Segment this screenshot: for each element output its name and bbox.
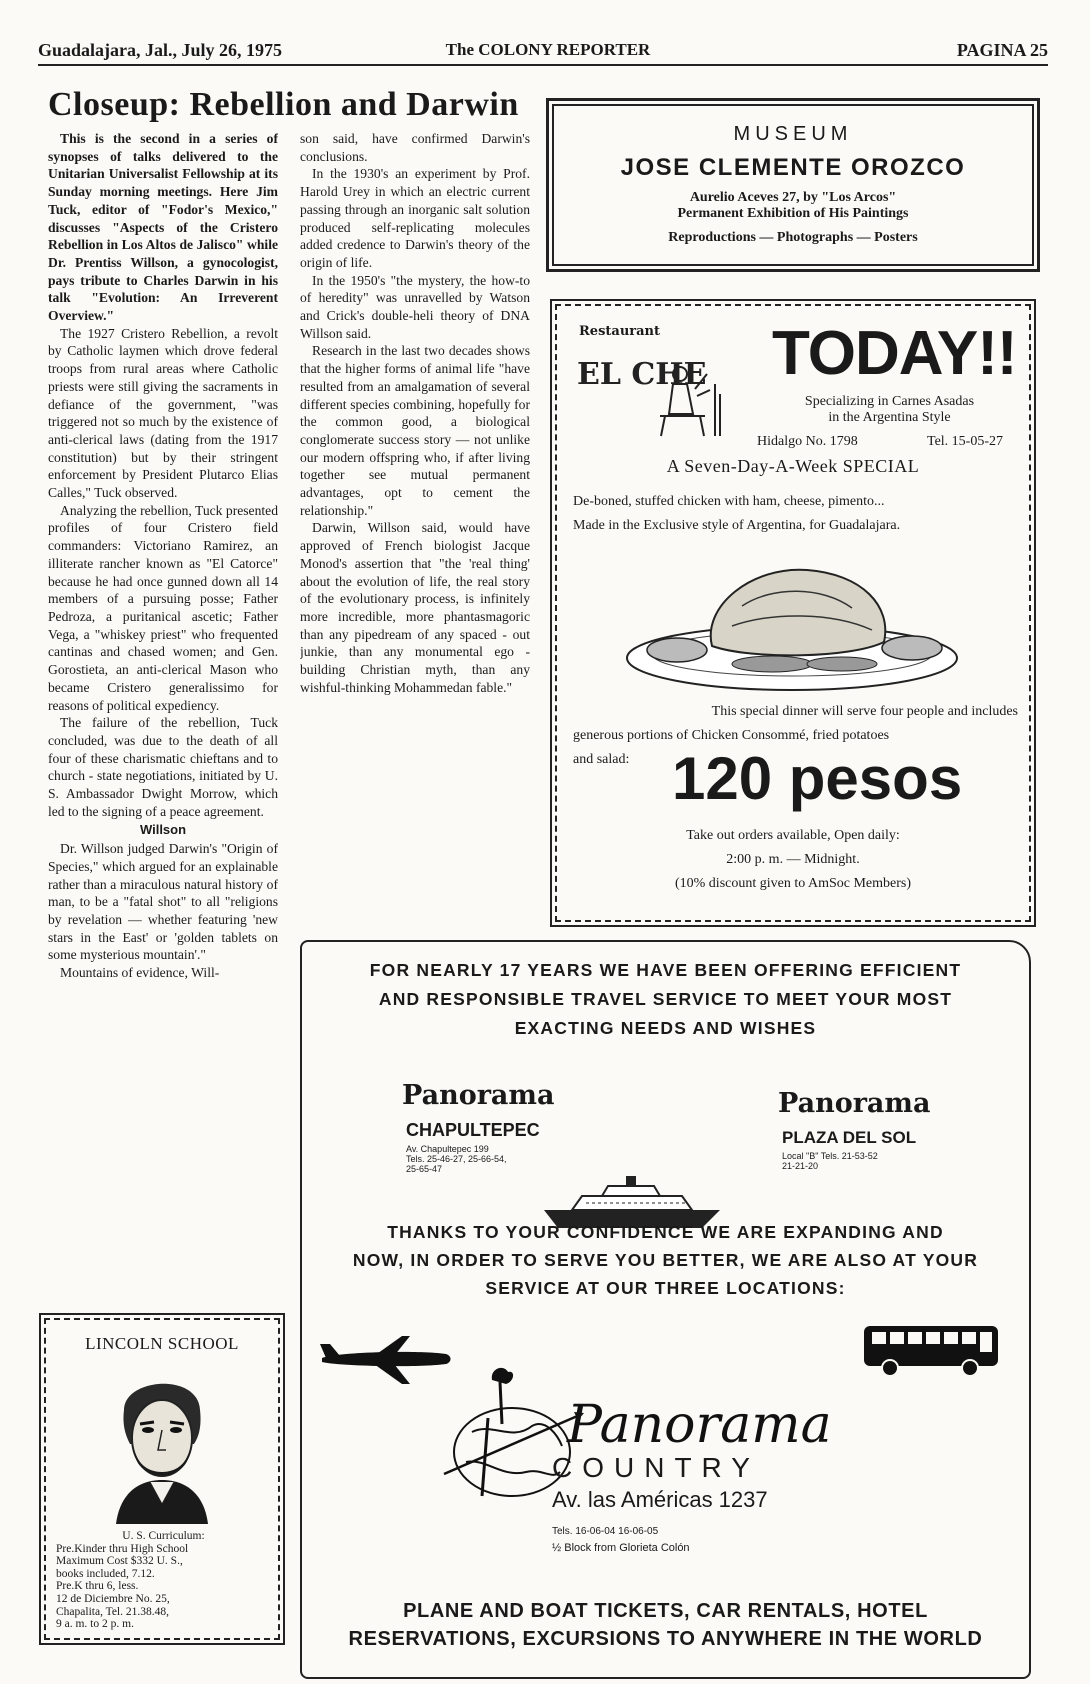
- restaurant-specialty: Specializing in Carnes Asadas: [804, 394, 975, 409]
- el-che-logo: [575, 344, 745, 449]
- article-paragraph: The failure of the rebellion, Tuck concluded, was due to the death of all four of these charismatic chieftans and to church - state negotiations, initiated by U. S. Ambassador Dwight Morrow, which led to the signing of a peace agreement.: [48, 715, 278, 819]
- article-paragraph: son said, have confirmed Darwin's conclusions.: [300, 131, 530, 164]
- museum-title: MUSEUM: [733, 123, 853, 145]
- chicken-dish-illustration: [622, 546, 962, 701]
- curriculum-line: U. S. Curriculum:: [122, 1530, 205, 1542]
- bus-icon: [862, 1322, 1002, 1383]
- masthead-page-number: PAGINA 25: [956, 40, 1048, 60]
- article-paragraph: The 1927 Cristero Rebellion, a revolt by Catholic laymen which drove federal troops from rural areas where Catholic priests were still giving the sacraments in defiance of the government, "was triggered not so much by the existence of anti-clerical laws (dating from the 1917 constitution) but by their stringent enforcement by President Plutarco Elias Calles," Tuck observed.: [48, 325, 278, 501]
- country-label: COUNTRY: [552, 1452, 760, 1483]
- article-subhead: Willson: [139, 822, 187, 838]
- opening-hours: 2:00 p. m. — Midnight.: [726, 852, 860, 867]
- article-paragraph: Mountains of evidence, Will-: [60, 965, 220, 981]
- travel-intro-line-1: FOR NEARLY 17 YEARS WE HAVE BEEN OFFERING EFFICIENT: [369, 960, 962, 980]
- country-phones: Tels. 16-06-04 16-06-05: [552, 1526, 659, 1537]
- airplane-icon: [318, 1334, 453, 1391]
- dinner-salad: and salad:: [573, 752, 630, 767]
- panorama-script-logo: Panorama: [567, 1395, 832, 1455]
- dish-style: Made in the Exclusive style of Argentina, for Guadalajara.: [573, 518, 901, 533]
- lincoln-school-title: LINCOLN SCHOOL: [85, 1334, 239, 1353]
- museum-name: JOSE CLEMENTE OROZCO: [620, 154, 966, 181]
- services-line-1: PLANE AND BOAT TICKETS, CAR RENTALS, HOTEL: [403, 1600, 928, 1622]
- article-headline: Closeup: Rebellion and Darwin: [48, 86, 519, 123]
- restaurant-special: A Seven-Day-A-Week SPECIAL: [666, 456, 920, 476]
- article-paragraph: Analyzing the rebellion, Tuck presented profiles of four Cristero field commanders: Victoriano Ramirez, an illiterate rancher known as "El Catorce" because he had once gunned down all 14 members of a pursuing posse; Father Pedroza, a puritanical ascetic; Father Vega, a "whiskey priest" who frequented cantinas and chased women; and Gen. Gorostieta, an anti-clerical Mason who became Cristero generalissimo for reasons of political expediency.: [48, 502, 278, 713]
- takeout-notice: Take out orders available, Open daily:: [686, 828, 900, 843]
- dinner-portions: generous portions of Chicken Consommé, fried potatoes: [573, 728, 890, 743]
- services-line-2: RESERVATIONS, EXCURSIONS TO ANYWHERE IN THE WORLD: [348, 1628, 983, 1650]
- museum-ad: [546, 98, 1040, 272]
- chapultepec-phone-extra: 25-65-47: [406, 1164, 443, 1174]
- el-che-logo-text: EL CHE: [577, 357, 707, 392]
- plaza-del-sol-address: [782, 1151, 878, 1171]
- restaurant-phone: Tel. 15-05-27: [927, 434, 1004, 449]
- member-discount: (10% discount given to AmSoc Members): [674, 876, 912, 891]
- dinner-price: 120 pesos: [672, 745, 963, 812]
- restaurant-specialty-style: in the Argentina Style: [828, 410, 951, 425]
- dinner-description: This special dinner will serve four people and includes: [711, 704, 1018, 719]
- plaza-del-sol-local: Local "B" Tels. 21-53-52: [782, 1151, 878, 1161]
- country-address: Av. las Américas 1237: [552, 1487, 768, 1512]
- article-intro: This is the second in a series of synopses of talks delivered to the Unitarian Universalist Fellowship at its Sunday morning meetings. Here Jim Tuck, editor of "Fodor's Mexico," discusses "Aspects of the Cristero Rebellion in Los Altos de Jalisco" while Dr. Prentiss Willson, a gynocologist, pays tribute to Charles Darwin in his talk "Evolution: An Irreverent Overview.": [48, 131, 278, 324]
- masthead-dateline: Guadalajara, Jal., July 26, 1975: [38, 40, 283, 60]
- plaza-del-sol-phone-extra: 21-21-20: [782, 1161, 819, 1171]
- prek-line: Pre.K thru 6, less.: [56, 1580, 139, 1593]
- lincoln-portrait: [106, 1364, 218, 1529]
- expansion-line-2: NOW, IN ORDER TO SERVE YOU BETTER, WE ARE ALSO AT YOUR: [352, 1250, 979, 1270]
- chapultepec-location: CHAPULTEPEC: [406, 1120, 540, 1140]
- grades-line: Pre.Kinder thru High School: [56, 1542, 189, 1555]
- article-paragraph: In the 1930's an experiment by Prof. Harold Urey in which an electric current passing through an inorganic salt solution produced self-replicating molecules added credence to Darwin's theory of the origin of life.: [300, 166, 530, 270]
- museum-exhibition: Permanent Exhibition of His Paintings: [677, 206, 909, 221]
- museum-reproductions: Reproductions — Photographs — Posters: [668, 230, 918, 245]
- article-paragraph: Research in the last two decades shows that the higher forms of animal life "have resulted from an amalgamation of several different species combining, hopefully for the common good, a biological conglomerate success story — not unlike our modern offspring who, if after living together see mutual permanent advantages, opt to cement the relationship.": [300, 343, 530, 518]
- panorama-travel-ad: [300, 940, 1031, 1679]
- panorama-chapultepec-logo: Panorama: [402, 1080, 555, 1111]
- article-column-1: [48, 130, 278, 1295]
- lincoln-school-ad: [44, 1318, 280, 1640]
- panorama-plaza-del-sol-logo: Panorama: [778, 1088, 931, 1119]
- article-paragraph: Darwin, Willson said, would have approved of French biologist Jacque Monod's assertion that "the 'real thing' about the evolution of life, the real story of the evolutionary process, is infinitely more incredible, more phantasmagoric than any pipedream of any spaced - out junkie, than any monumental ego - building Christian myth, than any wishful-thinking Mohammedan fable.": [300, 520, 530, 695]
- address-line: 12 de Diciembre No. 25,: [56, 1592, 170, 1605]
- travel-intro-line-3: EXACTING NEEDS AND WISHES: [514, 1018, 817, 1038]
- today-headline: TODAY!!: [772, 319, 1017, 388]
- hours-line: 9 a. m. to 2 p. m.: [56, 1618, 134, 1631]
- travel-intro-line-2: AND RESPONSIBLE TRAVEL SERVICE TO MEET YOUR MOST: [378, 989, 953, 1009]
- panorama-country-globe-logo: [442, 1362, 872, 1507]
- country-directions: ½ Block from Glorieta Colón: [552, 1542, 690, 1554]
- dish-description: De-boned, stuffed chicken with ham, cheese, pimento...: [573, 494, 885, 509]
- restaurant-label: Restaurant: [579, 324, 661, 339]
- plaza-del-sol-location: PLAZA DEL SOL: [782, 1128, 917, 1147]
- lincoln-school-details: [56, 1530, 271, 1631]
- article-paragraph: In the 1950's "the mystery, the how-to of heredity" was unravelled by Watson and Crick's double-heli theory of DNA Willson said.: [300, 272, 530, 341]
- restaurant-address: Hidalgo No. 1798: [757, 434, 858, 449]
- chapultepec-street: Av. Chapultepec 199: [406, 1144, 489, 1154]
- article-paragraph: Dr. Willson judged Darwin's "Origin of Species," which argued for an explainable rather than a miraculous natural history of man, to be a "fatal shot" to all "religions by revelation — whether featuring 'new stars in the East' or 'golden tablets on some mysterious mountain'.": [48, 841, 278, 963]
- expansion-line-1: THANKS TO YOUR CONFIDENCE WE ARE EXPANDING AND: [387, 1222, 944, 1242]
- expansion-line-3: SERVICE AT OUR THREE LOCATIONS:: [485, 1278, 846, 1298]
- masthead: [38, 38, 1048, 66]
- books-line: books included, 7.12.: [56, 1567, 155, 1580]
- phone-line: Chapalita, Tel. 21.38.48,: [56, 1605, 170, 1618]
- museum-address: Aurelio Aceves 27, by "Los Arcos": [689, 190, 897, 205]
- article-column-2: [300, 130, 530, 890]
- cost-line: Maximum Cost $332 U. S.,: [56, 1555, 183, 1568]
- chapultepec-phones: Tels. 25-46-27, 25-66-54,: [406, 1154, 507, 1164]
- masthead-paper-name: The COLONY REPORTER: [445, 40, 651, 59]
- chapultepec-address: [406, 1144, 507, 1174]
- restaurant-ad: [555, 304, 1031, 922]
